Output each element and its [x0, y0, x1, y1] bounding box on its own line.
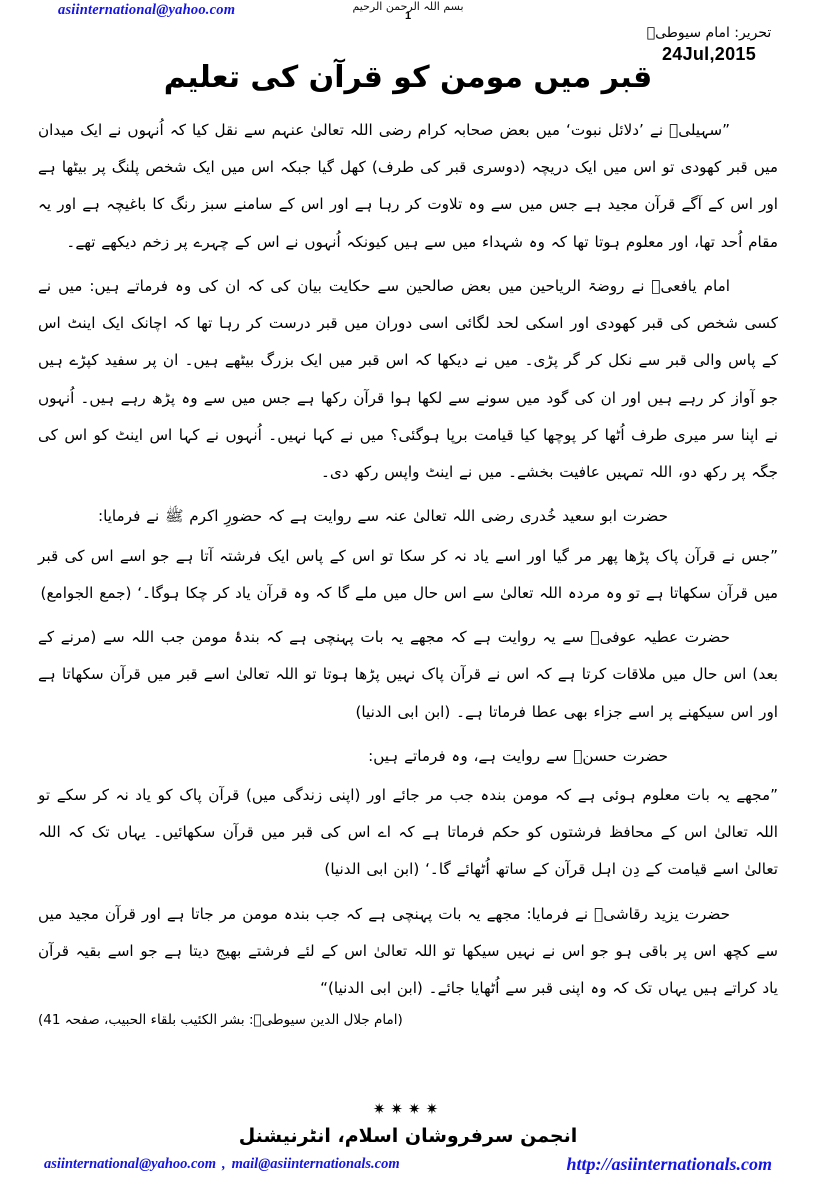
organization-name: انجمن سرفروشان اسلام، انٹرنیشنل [238, 1125, 578, 1148]
paragraph-hasan-intro: حضرت حسنؒ سے روایت ہے، وہ فرماتے ہیں: [368, 746, 668, 765]
page-title: قبر میں مومن کو قرآن کی تعلیم [163, 60, 653, 96]
paragraph-yafii-narration: امام یافعیؒ نے روضۃ الریاحین میں بعض صالحین سے حکایت بیان کی کہ ان کی وہ فرماتے ہیں: میں نے کسی شخص کی قبر کھودی اور اسکی لحد لگائی اسی دوران میں قبر درست کر رہا تھا کہ اچانک ایک اینٹ اس کے پاس والی قبر سے نکل کر گر پڑی۔ میں نے دیکھا کہ اس قبر میں ایک بزرگ بیٹھے ہیں۔ ان پر سفید کپڑے ہیں جو آواز کر رہے ہیں اور ان کی گود میں سونے سے لکھا ہوا قرآن رکھا ہے جس میں سے وہ پڑھ رہے ہیں۔ اُنہوں نے اپنا سر میری طرف اُٹھا کر پوچھا کیا قیامت برپا ہوگئی؟ میں نے کہا نہیں۔ اُنہوں نے کہا اس اینٹ کو اس کی جگہ پر رکھ دو، اللہ تمہیں عافیت بخشے۔ میں نے اینٹ واپس رکھ دی۔ [38, 276, 778, 482]
footer-email-primary[interactable]: asiinternational@yahoo.com [44, 1156, 216, 1172]
source-citation-row [38, 1008, 778, 1034]
article-body [38, 96, 778, 1034]
footer-email-group [44, 1156, 400, 1173]
footer-contact-links [0, 1156, 816, 1182]
star-ornament-icon: ✷✷✷✷ [372, 1099, 444, 1118]
paragraph-suhaili-narration: ”سہیلیؒ نے ’دلائل نبوت‘ میں بعض صحابہ کرام رضی اللہ تعالیٰ عنہم سے نقل کیا کہ اُنہوں نے ایک میدان میں قبر کھودی تو اس میں ایک دریچہ (دوسری قبر کی طرف) کھل گیا جبکہ اس میں ایک شخص پلنگ پر بیٹھا ہے اور اس کے آگے قرآن مجید ہے جس میں سے وہ تلاوت کر رہا ہے اور اس کے سامنے سبز رنگ کا باغیچہ ہے اور یہ مقام اُحد تھا، اور معلوم ہوتا تھا کہ وہ شہداء میں سے ہیں کیونکہ اُنہوں نے اس کے چہرے پر زخم دیکھے تھے۔ [38, 121, 778, 251]
footer-email-secondary[interactable]: mail@asiinternationals.com [231, 1156, 400, 1172]
publication-date: 24Jul,2015 [661, 43, 757, 64]
paragraph-atiyya-awfi: حضرت عطیہ عوفیؒ سے یہ روایت ہے کہ مجھے یہ بات پہنچی ہے کہ بندۂ مومن جب اللہ سے (مرنے کے بعد) اس حال میں ملاقات کرتا ہے کہ اس نے قرآن پاک نہیں پڑھا ہوتا تو اللہ تعالیٰ اسے قبر میں قرآن سکھاتا ہے اور اس سیکھنے پر اسے جزاء بھی عطا فرماتا ہے۔ (ابن ابی الدنیا) [38, 628, 778, 721]
footer-website-link[interactable]: http://asiinternationals.com [566, 1154, 772, 1174]
author-credit: تحریر: امام سیوطیؒ [646, 25, 772, 41]
paragraph-yazid-raqashi: حضرت یزید رقاشیؒ نے فرمایا: مجھے یہ بات پہنچی ہے کہ جب بندہ مومن مر جاتا ہے اور قرآن مجید میں سے کچھ اس پر باقی ہو جو اس نے نہیں سیکھا تو اللہ تعالیٰ اس کے لئے فرشتے بھیج دیتا ہے جو اسے بقیہ قرآن یاد کراتے ہیں یہاں تک کہ وہ اپنی قبر سے اُٹھایا جائے۔ (ابن ابی الدنیا)“ [38, 904, 778, 998]
bismillah-block [0, 1, 816, 22]
header-email-link[interactable]: asiinternational@yahoo.com [58, 2, 236, 18]
paragraph-hasan-narration: ”مجھے یہ بات معلوم ہوئی ہے کہ مومن بندہ جب مر جائے اور (اپنی زندگی میں) قرآن پاک کو یاد نہ کر سکے تو اللہ تعالیٰ اس کے محافظ فرشتوں کو حکم فرماتا ہے کہ اے اس کی قبر میں قرآن سکھائیں۔ یہاں تک کہ اللہ تعالیٰ اسے قیامت کے دِن اہل قرآن کے ساتھ اُٹھائے گا۔‘ (ابن ابی الدنیا) [38, 785, 778, 879]
source-citation: (امام جلال الدین سیوطیؒ: بشر الکئیب بلقاء الحبیب، صفحہ 41) [38, 1012, 403, 1029]
bismillah-text: بسم اللہ الرحمن الرحیم [352, 0, 464, 13]
page-footer [0, 1101, 816, 1182]
footer-email-separator: , [222, 1156, 226, 1172]
page-number: 1 [404, 10, 412, 23]
paragraph-abu-saeed-hadith: ”جس نے قرآن پاک پڑھا پھر مر گیا اور اسے یاد نہ کر سکا تو اس کے پاس ایک فرشتہ آتا ہے جو اسے اس کی قبر میں قرآن سکھاتا ہے تو وہ مردہ اللہ تعالیٰ سے اس حال میں ملے گا کہ وہ قرآن یاد کر چکا ہوگا۔‘ (جمع الجوامع) [38, 546, 778, 602]
page-header [0, 0, 816, 96]
paragraph-abu-saeed-intro: حضرت ابو سعید خُدری رضی اللہ تعالیٰ عنہ سے روایت ہے کہ حضورِ اکرم ﷺ نے فرمایا: [97, 507, 668, 526]
